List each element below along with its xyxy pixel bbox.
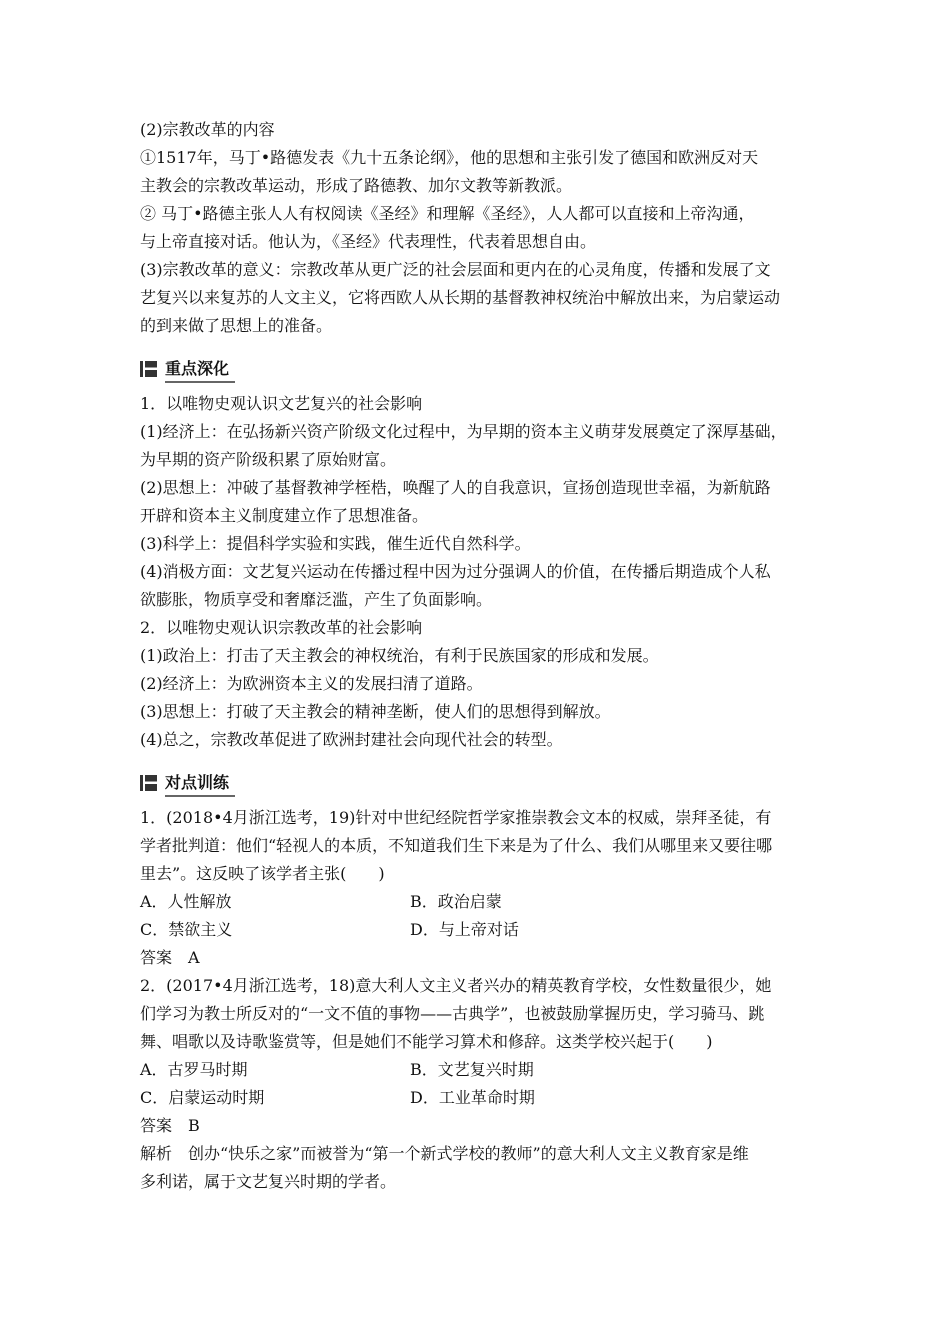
text-line: ①1517年，马丁•路德发表《九十五条论纲》，他的思想和主张引发了德国和欧洲反对天 (140, 148, 759, 167)
text-line: (2)宗教改革的内容 (140, 120, 275, 139)
text-line: 2．以唯物史观认识宗教改革的社会影响 (140, 618, 423, 637)
text-line: 艺复兴以来复苏的人文主义，它将西欧人从长期的基督教神权统治中解放出来，为启蒙运动 (140, 288, 781, 307)
options-row (140, 916, 816, 944)
question-text: 2．(2017•4月浙江选考，18)意大利人文主义者兴办的精英教育学校，女性数量很少，她 (140, 976, 772, 995)
text-line: (3)思想上：打破了天主教会的精神垄断，使人们的思想得到解放。 (140, 702, 611, 721)
question-2 (140, 972, 816, 1196)
section-title: 重点深化 (165, 356, 235, 383)
question-text: 1．(2018•4月浙江选考，19)针对中世纪经院哲学家推崇教会文本的权威，崇拜圣徒，有 (140, 808, 772, 827)
section-header-key-points (140, 354, 816, 384)
text-line: (3)科学上：提倡科学实验和实践，催生近代自然科学。 (140, 534, 531, 553)
section-bar-icon (140, 361, 157, 377)
answer-text: 答案 A (140, 948, 200, 967)
text-line: (4)消极方面：文艺复兴运动在传播过程中因为过分强调人的价值，在传播后期造成个人私 (140, 562, 771, 581)
analysis-text: 多利诺，属于文艺复兴时期的学者。 (140, 1172, 397, 1191)
text-line: 1．以唯物史观认识文艺复兴的社会影响 (140, 394, 423, 413)
text-line: 欲膨胀，物质享受和奢靡泛滥，产生了负面影响。 (140, 590, 493, 609)
options-row (140, 1056, 816, 1084)
text-line: (1)政治上：打击了天主教会的神权统治，有利于民族国家的形成和发展。 (140, 646, 659, 665)
text-line: (4)总之，宗教改革促进了欧洲封建社会向现代社会的转型。 (140, 730, 563, 749)
section-header-exercises (140, 768, 816, 798)
question-text: 里去”。这反映了该学者主张( ) (140, 864, 385, 883)
question-text: 们学习为教士所反对的“一文不值的事物——古典学”，也被鼓励掌握历史，学习骑马、跳 (140, 1004, 765, 1023)
document-page (140, 116, 816, 1196)
text-line: (2)思想上：冲破了基督教神学桎梏，唤醒了人的自我意识，宣扬创造现世幸福，为新航路 (140, 478, 771, 497)
option-a: A．人性解放 (140, 892, 232, 911)
text-line: 与上帝直接对话。他认为，《圣经》代表理性，代表着思想自由。 (140, 232, 597, 251)
text-line: (2)经济上：为欧洲资本主义的发展扫清了道路。 (140, 674, 483, 693)
answer-text: 答案 B (140, 1116, 200, 1135)
text-line: 的到来做了思想上的准备。 (140, 316, 333, 335)
question-text: 舞、唱歌以及诗歌鉴赏等，但是她们不能学习算术和修辞。这类学校兴起于( ) (140, 1032, 713, 1051)
text-line: 主教会的宗教改革运动，形成了路德教、加尔文教等新教派。 (140, 176, 573, 195)
options-row (140, 888, 816, 916)
option-c: C．禁欲主义 (140, 920, 233, 939)
text-line: ② 马丁•路德主张人人有权阅读《圣经》和理解《圣经》，人人都可以直接和上帝沟通， (140, 204, 755, 223)
analysis-text: 解析 创办“快乐之家”而被誉为“第一个新式学校的教师”的意大利人文主义教育家是维 (140, 1144, 749, 1163)
text-line: (3)宗教改革的意义：宗教改革从更广泛的社会层面和更内在的心灵角度，传播和发展了文 (140, 260, 771, 279)
question-1 (140, 804, 816, 972)
question-text: 学者批判道：他们“轻视人的本质，不知道我们生下来是为了什么、我们从哪里来又要往哪 (140, 836, 773, 855)
text-line: 开辟和资本主义制度建立作了思想准备。 (140, 506, 429, 525)
text-line: 为早期的资产阶级积累了原始财富。 (140, 450, 397, 469)
option-b: B．文艺复兴时期 (410, 1060, 534, 1079)
section-title: 对点训练 (165, 770, 235, 797)
option-b: B．政治启蒙 (410, 892, 502, 911)
reformation-content-block (140, 116, 816, 340)
option-d: D．工业革命时期 (410, 1088, 535, 1107)
key-points-block (140, 390, 816, 754)
option-d: D．与上帝对话 (410, 920, 519, 939)
option-c: C．启蒙运动时期 (140, 1088, 265, 1107)
options-row (140, 1084, 816, 1112)
text-line: (1)经济上：在弘扬新兴资产阶级文化过程中，为早期的资本主义萌芽发展奠定了深厚基础， (140, 422, 787, 441)
section-bar-icon (140, 775, 157, 791)
option-a: A．古罗马时期 (140, 1060, 248, 1079)
